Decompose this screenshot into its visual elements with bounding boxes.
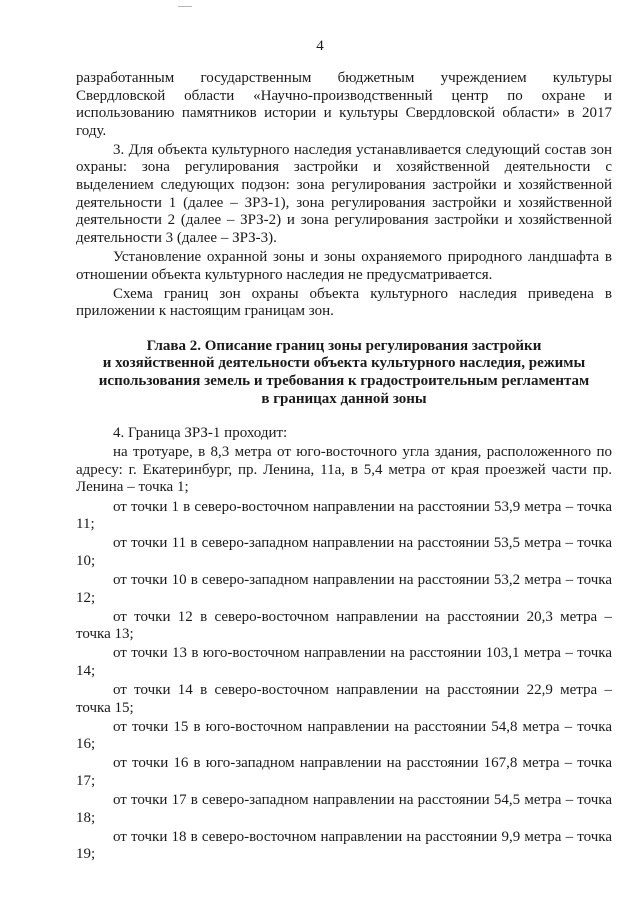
- chapter-heading: [76, 338, 612, 408]
- paragraph: 4. Граница ЗРЗ-1 проходит:: [113, 425, 288, 442]
- page-number: 4: [316, 38, 324, 54]
- boundary-segment: от точки 16 в юго-западном направлении на расстоянии 167,8 метра – точка 17;: [76, 755, 612, 789]
- document-body: [76, 70, 612, 865]
- boundary-segment: от точки 11 в северо-западном направлении на расстоянии 53,5 метра – точка 10;: [76, 535, 612, 569]
- heading-line: Глава 2. Описание границ зоны регулирования застройки: [146, 337, 542, 354]
- boundary-segment: от точки 1 в северо-восточном направлении на расстоянии 53,9 метра – точка 11;: [76, 498, 612, 533]
- paragraph: Установление охранной зоны и зоны охраняемого природного ландшафта в отношении объекта культурного наследия не предусматривается.: [76, 248, 612, 283]
- paragraph: разработанным государственным бюджетным учреждением культуры Свердловской области «Научно-производственный центр по охране и использованию памятников истории и культуры Свердловской области» в 2017 году.: [76, 70, 612, 139]
- boundary-segment: от точки 13 в юго-восточном направлении на расстоянии 103,1 метра – точка 14;: [76, 645, 612, 679]
- boundary-segment: от точки 18 в северо-восточном направлении на расстоянии 9,9 метра – точка 19;: [76, 828, 612, 863]
- heading-line: использования земель и требования к градостроительным регламентам: [98, 373, 590, 389]
- boundary-segment: от точки 12 в северо-восточном направлении на расстоянии 20,3 метра – точка 13;: [76, 608, 612, 643]
- paragraph: на тротуаре, в 8,3 метра от юго-восточного угла здания, расположенного по адресу: г. Екатеринбург, пр. Ленина, 11а, в 5,4 метра от края проезжей части пр. Ленина – точка 1;: [76, 444, 612, 496]
- scan-mark: [178, 6, 192, 7]
- boundary-segment: от точки 14 в северо-восточном направлении на расстоянии 22,9 метра – точка 15;: [76, 682, 612, 716]
- paragraph: Схема границ зон охраны объекта культурного наследия приведена в приложении к настоящим границам зон.: [76, 285, 612, 320]
- heading-line: и хозяйственной деятельности объекта культурного наследия, режимы: [102, 355, 586, 372]
- boundary-segment: от точки 17 в северо-западном направлении на расстоянии 54,5 метра – точка 18;: [76, 792, 612, 826]
- heading-line: в границах данной зоны: [261, 390, 427, 407]
- boundary-segment: от точки 10 в северо-западном направлении на расстоянии 53,2 метра – точка 12;: [76, 571, 612, 606]
- boundary-segment: от точки 15 в юго-восточном направлении на расстоянии 54,8 метра – точка 16;: [76, 718, 612, 753]
- paragraph: 3. Для объекта культурного наследия устанавливается следующий состав зон охраны: зона регулирования застройки и хозяйственной деятельности с выделением следующих подзон: зона регулирования застройки и хозяйственной деятельности 1 (далее – ЗРЗ-1), зона регулирования застройки и хозяйственной деятельности 2 (далее – ЗРЗ-2) и зона регулирования застройки и хозяйственной деятельности 3 (далее – ЗРЗ-3).: [76, 141, 612, 246]
